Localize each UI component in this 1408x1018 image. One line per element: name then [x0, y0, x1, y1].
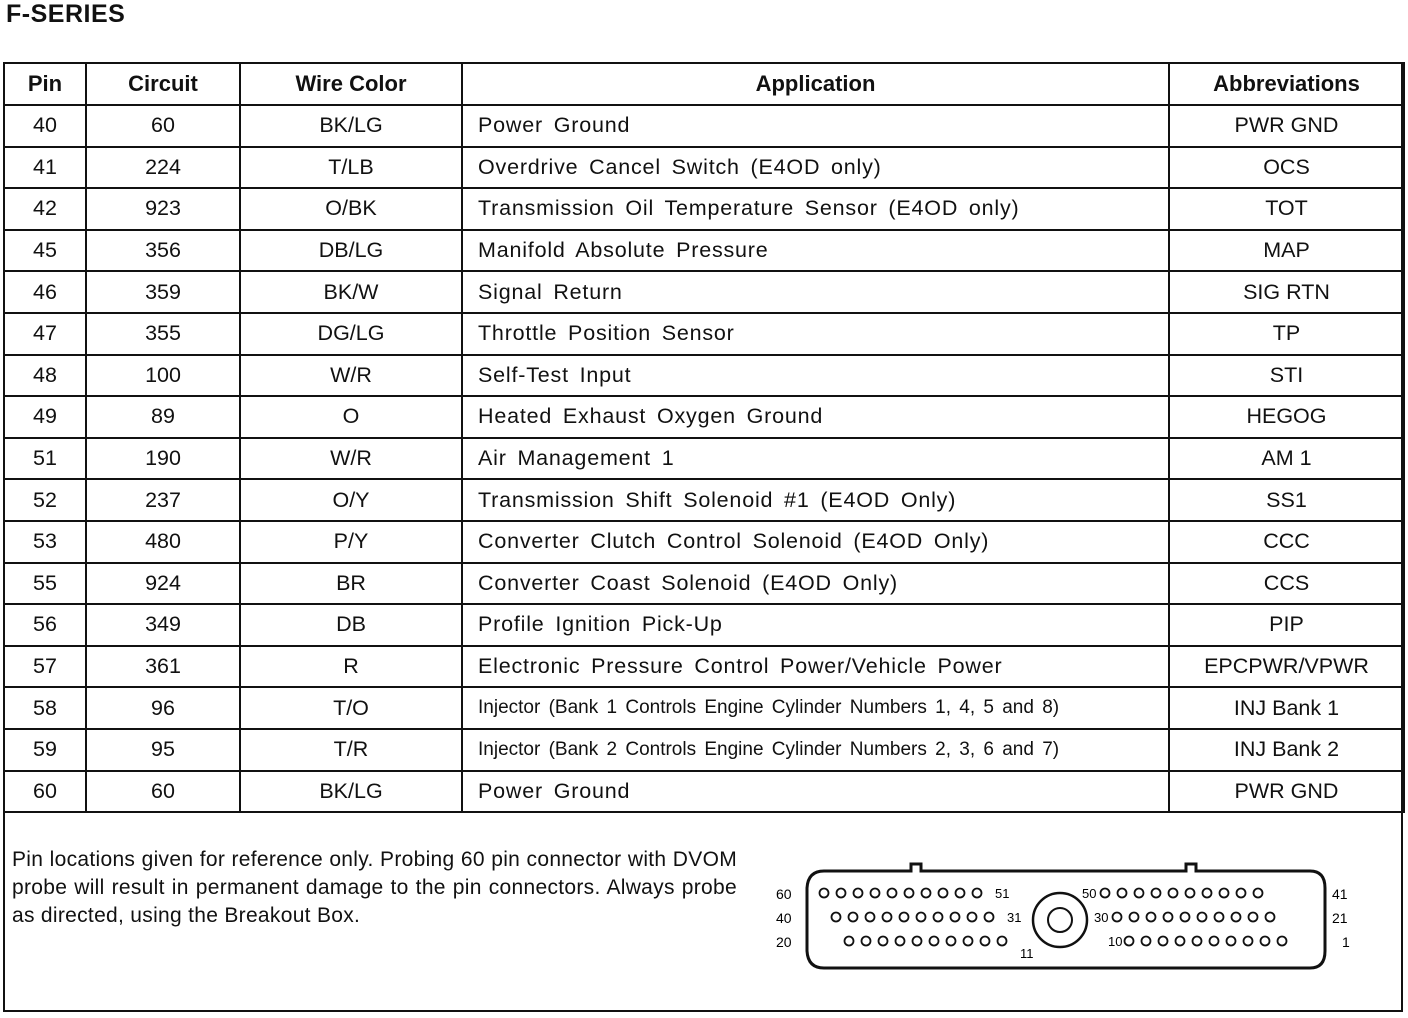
connector-pin — [1169, 889, 1178, 898]
connector-pin — [862, 937, 871, 946]
abbreviation-cell: MAP — [1169, 230, 1404, 272]
connector-pin — [905, 889, 914, 898]
connector-pin — [1113, 913, 1122, 922]
table-row — [4, 687, 1404, 729]
circuit-cell: 190 — [86, 438, 240, 480]
wire-color-cell: T/O — [240, 687, 462, 729]
connector-pin — [837, 889, 846, 898]
wire-color-cell: R — [240, 646, 462, 688]
application-cell: Profile Ignition Pick-Up — [462, 604, 1169, 646]
connector-pin — [998, 937, 1007, 946]
application-cell: Converter Coast Solenoid (E4OD Only) — [462, 563, 1169, 605]
wire-color-cell: BK/W — [240, 271, 462, 313]
connector-pin — [888, 889, 897, 898]
reference-note: Pin locations given for reference only. Probing 60 pin connector with DVOM probe will result in permanent damage to the pin connectors. Always probe as directed, using the Breakout Box. — [12, 848, 737, 927]
label-pin-51: 51 — [995, 886, 1010, 901]
table-row — [4, 604, 1404, 646]
table-header-row — [4, 63, 1404, 105]
table-row — [4, 271, 1404, 313]
label-pin-11: 11 — [1020, 946, 1034, 961]
connector-pin — [1193, 937, 1202, 946]
connector-pin — [1198, 913, 1207, 922]
circuit-cell: 95 — [86, 729, 240, 771]
circuit-cell: 923 — [86, 188, 240, 230]
connector-pin — [832, 913, 841, 922]
pin-cell: 49 — [4, 396, 86, 438]
abbreviation-cell: SS1 — [1169, 479, 1404, 521]
table-row — [4, 479, 1404, 521]
connector-pin — [1152, 889, 1161, 898]
connector-pin — [1237, 889, 1246, 898]
wire-color-cell: BK/LG — [240, 771, 462, 813]
connector-pin — [913, 937, 922, 946]
label-pin-20: 20 — [776, 934, 792, 950]
pin-cell: 60 — [4, 771, 86, 813]
connector-pin — [1135, 889, 1144, 898]
connector-pin — [930, 937, 939, 946]
connector-pin — [866, 913, 875, 922]
abbreviation-cell: INJ Bank 1 — [1169, 687, 1404, 729]
connector-pin — [1244, 937, 1253, 946]
label-pin-30: 30 — [1094, 910, 1109, 925]
label-pin-1: 1 — [1342, 934, 1350, 950]
connector-pin — [1130, 913, 1139, 922]
circuit-cell: 355 — [86, 313, 240, 355]
circuit-cell: 89 — [86, 396, 240, 438]
wire-color-cell: P/Y — [240, 521, 462, 563]
abbreviation-cell: SIG RTN — [1169, 271, 1404, 313]
connector-pin — [896, 937, 905, 946]
application-cell: Electronic Pressure Control Power/Vehicle Power — [462, 646, 1169, 688]
table-row — [4, 105, 1404, 147]
connector-pin — [947, 937, 956, 946]
connector-pin — [1278, 937, 1287, 946]
connector-pin — [900, 913, 909, 922]
application-cell: Converter Clutch Control Solenoid (E4OD Only) — [462, 521, 1169, 563]
pin-cell: 59 — [4, 729, 86, 771]
connector-pin — [1227, 937, 1236, 946]
table-row — [4, 188, 1404, 230]
abbreviation-cell: HEGOG — [1169, 396, 1404, 438]
pin-cell: 57 — [4, 646, 86, 688]
wire-color-cell: W/R — [240, 438, 462, 480]
table-row — [4, 729, 1404, 771]
wire-color-cell: W/R — [240, 355, 462, 397]
abbreviation-cell: CCC — [1169, 521, 1404, 563]
wire-color-cell: DB/LG — [240, 230, 462, 272]
application-cell: Power Ground — [462, 105, 1169, 147]
circuit-cell: 356 — [86, 230, 240, 272]
pin-table — [3, 62, 1405, 813]
header-abbreviations: Abbreviations — [1169, 63, 1404, 105]
pin-cell: 51 — [4, 438, 86, 480]
application-cell: Transmission Oil Temperature Sensor (E4OD only) — [462, 188, 1169, 230]
connector-diagram — [772, 838, 1352, 978]
wire-color-cell: O — [240, 396, 462, 438]
pin-cell: 42 — [4, 188, 86, 230]
pin-cell: 58 — [4, 687, 86, 729]
table-row — [4, 438, 1404, 480]
application-cell: Throttle Position Sensor — [462, 313, 1169, 355]
center-key-icon — [1033, 893, 1087, 947]
label-pin-41: 41 — [1332, 886, 1348, 902]
connector-pin — [939, 889, 948, 898]
circuit-cell: 60 — [86, 771, 240, 813]
wire-color-cell: BK/LG — [240, 105, 462, 147]
wire-color-cell: O/Y — [240, 479, 462, 521]
table-row — [4, 230, 1404, 272]
circuit-cell: 359 — [86, 271, 240, 313]
connector-pin — [1159, 937, 1168, 946]
connector-pin — [1220, 889, 1229, 898]
connector-pin — [854, 889, 863, 898]
pin-cell: 46 — [4, 271, 86, 313]
abbreviation-cell: INJ Bank 2 — [1169, 729, 1404, 771]
abbreviation-cell: TOT — [1169, 188, 1404, 230]
connector-pin — [917, 913, 926, 922]
connector-pin — [1142, 937, 1151, 946]
application-cell: Self-Test Input — [462, 355, 1169, 397]
abbreviation-cell: EPCPWR/VPWR — [1169, 646, 1404, 688]
pin-cell: 53 — [4, 521, 86, 563]
circuit-cell: 349 — [86, 604, 240, 646]
connector-pin — [973, 889, 982, 898]
connector-pin — [922, 889, 931, 898]
connector-pin — [1254, 889, 1263, 898]
connector-pin — [879, 937, 888, 946]
circuit-cell: 480 — [86, 521, 240, 563]
pin-cell: 45 — [4, 230, 86, 272]
wire-color-cell: DB — [240, 604, 462, 646]
pin-cell: 40 — [4, 105, 86, 147]
connector-pin — [1210, 937, 1219, 946]
connector-pin — [820, 889, 829, 898]
page-title: F-SERIES — [6, 0, 126, 28]
connector-pin — [1164, 913, 1173, 922]
connector-pin — [1203, 889, 1212, 898]
connector-pin — [1186, 889, 1195, 898]
connector-pin — [849, 913, 858, 922]
circuit-cell: 361 — [86, 646, 240, 688]
circuit-cell: 924 — [86, 563, 240, 605]
label-pin-31: 31 — [1007, 910, 1022, 925]
connector-pin — [1101, 889, 1110, 898]
wire-color-cell: O/BK — [240, 188, 462, 230]
connector-pin — [871, 889, 880, 898]
connector-pin — [1232, 913, 1241, 922]
label-pin-50: 50 — [1082, 886, 1097, 901]
abbreviation-cell: CCS — [1169, 563, 1404, 605]
abbreviation-cell: PWR GND — [1169, 771, 1404, 813]
table-row — [4, 396, 1404, 438]
connector-pin — [985, 913, 994, 922]
connector-pin — [845, 937, 854, 946]
pin-cell: 41 — [4, 147, 86, 189]
connector-pin — [1261, 937, 1270, 946]
connector-pin — [956, 889, 965, 898]
abbreviation-cell: PIP — [1169, 604, 1404, 646]
header-circuit: Circuit — [86, 63, 240, 105]
label-pin-60: 60 — [776, 886, 792, 902]
pin-cell: 55 — [4, 563, 86, 605]
label-pin-40: 40 — [776, 910, 792, 926]
table-row — [4, 771, 1404, 813]
abbreviation-cell: OCS — [1169, 147, 1404, 189]
connector-pin — [968, 913, 977, 922]
pin-cell: 56 — [4, 604, 86, 646]
application-cell: Overdrive Cancel Switch (E4OD only) — [462, 147, 1169, 189]
table-row — [4, 563, 1404, 605]
connector-pin — [934, 913, 943, 922]
header-wire-color: Wire Color — [240, 63, 462, 105]
abbreviation-cell: TP — [1169, 313, 1404, 355]
connector-pin — [1176, 937, 1185, 946]
circuit-cell: 60 — [86, 105, 240, 147]
connector-outline — [807, 864, 1325, 968]
connector-pin — [883, 913, 892, 922]
pin-cell: 52 — [4, 479, 86, 521]
circuit-cell: 100 — [86, 355, 240, 397]
connector-pin — [1118, 889, 1127, 898]
header-application: Application — [462, 63, 1169, 105]
application-cell: Injector (Bank 1 Controls Engine Cylinder Numbers 1, 4, 5 and 8) — [462, 687, 1169, 729]
wire-color-cell: T/LB — [240, 147, 462, 189]
connector-pin — [1125, 937, 1134, 946]
application-cell: Power Ground — [462, 771, 1169, 813]
abbreviation-cell: AM 1 — [1169, 438, 1404, 480]
wire-color-cell: T/R — [240, 729, 462, 771]
label-pin-21: 21 — [1332, 910, 1348, 926]
circuit-cell: 96 — [86, 687, 240, 729]
abbreviation-cell: PWR GND — [1169, 105, 1404, 147]
application-cell: Signal Return — [462, 271, 1169, 313]
application-cell: Manifold Absolute Pressure — [462, 230, 1169, 272]
application-cell: Heated Exhaust Oxygen Ground — [462, 396, 1169, 438]
table-row — [4, 313, 1404, 355]
application-cell: Transmission Shift Solenoid #1 (E4OD Only) — [462, 479, 1169, 521]
connector-pin — [951, 913, 960, 922]
connector-pin — [1266, 913, 1275, 922]
abbreviation-cell: STI — [1169, 355, 1404, 397]
label-pin-10: 10 — [1108, 934, 1123, 949]
connector-pin — [1215, 913, 1224, 922]
header-pin: Pin — [4, 63, 86, 105]
circuit-cell: 224 — [86, 147, 240, 189]
wire-color-cell: DG/LG — [240, 313, 462, 355]
pin-cell: 48 — [4, 355, 86, 397]
application-cell: Injector (Bank 2 Controls Engine Cylinder Numbers 2, 3, 6 and 7) — [462, 729, 1169, 771]
circuit-cell: 237 — [86, 479, 240, 521]
wire-color-cell: BR — [240, 563, 462, 605]
connector-pin — [1147, 913, 1156, 922]
table-row — [4, 147, 1404, 189]
table-row — [4, 355, 1404, 397]
connector-pin — [981, 937, 990, 946]
table-row — [4, 521, 1404, 563]
connector-pin — [1181, 913, 1190, 922]
application-cell: Air Management 1 — [462, 438, 1169, 480]
pin-cell: 47 — [4, 313, 86, 355]
connector-pin — [1249, 913, 1258, 922]
connector-pins — [820, 889, 1287, 946]
connector-pin — [964, 937, 973, 946]
table-row — [4, 646, 1404, 688]
